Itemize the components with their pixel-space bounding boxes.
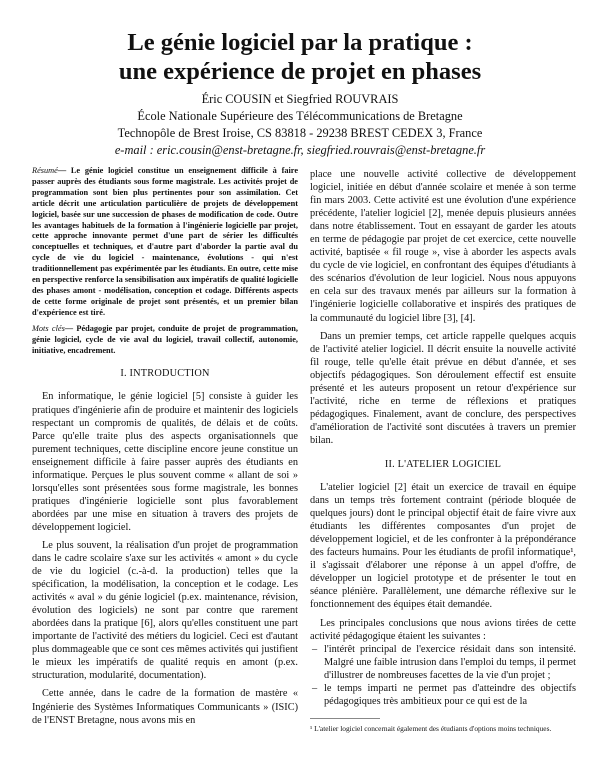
conclusions-list — [310, 643, 576, 708]
abstract-label: Résumé — [32, 166, 58, 175]
right-column — [310, 168, 576, 708]
email: e-mail : eric.cousin@enst-bretagne.fr, siegfried.rouvrais@enst-bretagne.fr — [114, 143, 486, 157]
author-names: Éric COUSIN et Siegfried ROUVRAIS — [201, 92, 399, 106]
abstract — [32, 166, 298, 319]
paragraph: Cette année, dans le cadre de la formation de mastère « Ingénierie des Systèmes Informatiques Communicants » (ISIC) de l'ENST Bretagne, nous avons mis en — [32, 688, 298, 726]
left-column — [32, 166, 298, 727]
section-heading-introduction: I. INTRODUCTION — [120, 368, 210, 380]
abstract-text: — Le génie logiciel constitue un enseignement difficile à faire passer auprès des étudiants sous forme magistrale. Les activités projet de programmation sont bien plus pertinentes pour son assimilation. Cet article décrit une articulation particulière de projets de développement logiciel, basée sur une succession de phases de modification de code. Outre les avantages habituels de la formation à l'ingénierie logicielle par projet, cette approche innovante permet d'une part de sérier les difficultés conceptuelles et techniques, et d'autre part d'aborder la partie aval du cycle de vie du logiciel - maintenance, évolutions - qui n'est traditionnellement pas expérimentée par les étudiants. En outre, cette mise en perspective renforce la sensibilisation aux impératifs de qualité logicielle des phases amont - modélisation, conception et codage. Différents aspects de cette forme originale de projet sont présentés, et un premier bilan d'expérience est tiré. — [32, 166, 298, 317]
keywords — [32, 324, 298, 357]
keywords-text: — Pédagogie par projet, conduite de projet de programmation, génie logiciel, cycle de vie aval du logiciel, travail collectif, autonomie, initiative, encadrement. — [32, 323, 298, 355]
paragraph: Le plus souvent, la réalisation d'un projet de programmation dans le cadre scolaire s'axe sur les activités « amont » du cycle de vie du logiciel (c.-à-d. la production) telles que la spécification, la modélisation, la conception et le codage. Les activités « aval » du génie logiciel (p.ex. maintenance, révision, évolution des logiciels) ne sont par contre que rarement abordées dans la pratique [6], alors qu'elles constituent une part importante de l'activité des métiers du logiciel. Ceci est d'autant plus dommageable que ce sont ces mêmes activités qui justifient le mieux les impératifs de qualité requis en amont (p.ex. structuration, modularité, documentation). — [32, 539, 298, 682]
paragraph: En informatique, le génie logiciel [5] consiste à guider les pratiques d'ingénierie afin de produire et maintenir des logiciels respectant un compromis de qualités, de délais et de coûts. Parce qu'elle traite plus des aspects organisationnels que purement techniques, cette discipline encore jeune constitue un enseignement difficile à faire passer auprès des étudiants en informatique. Perçues le plus souvent comme « allant de soi » lorsqu'elles sont présentées sous forme magistrale, les bonnes pratiques d'ingénierie logicielle sont plus favorablement abordées par une mise en situation à travers des projets de développement logiciel. — [32, 391, 298, 533]
section-heading-atelier: II. L'ATELIER LOGICIEL — [384, 458, 502, 470]
paragraph: Dans un premier temps, cet article rappelle quelques acquis de l'activité atelier logiciel. Il décrit ensuite la nouvelle activité fil rouge, telle qu'elle était prévue en début d'année, et ses objectifs pédagogiques. Son déroulement effectif est ensuite présenté et les auteurs proposent un retour d'expérience sur l'activité, riche en terme de réflexions et pratiques pédagogiques. Finalement, avant de conclure, des perspectives d'amélioration de l'activité sont discutées à travers un premier bilan. — [310, 330, 576, 446]
keywords-label: Mots clés — [32, 323, 65, 333]
title-line-2: une expérience de projet en phases — [118, 58, 482, 85]
footnote: ¹ L'atelier logiciel concernait également des étudiants d'options moins techniques. — [310, 724, 552, 733]
list-item: – le temps imparti ne permet pas d'atteindre des objectifs pédagogiques très ambitieux pour ce qui est de la — [310, 682, 576, 708]
affiliation: École Nationale Supérieure des Télécommunications de Bretagne — [137, 109, 463, 123]
paper-title — [0, 28, 600, 86]
paragraph: place une nouvelle activité collective de développement logiciel, initiée en début d'année scolaire et menée à son terme fin mars 2003. Cette activité est une évolution d'une expérience précédente, l'atelier logiciel [2], menée depuis plusieurs années dans notre établissement. Tout en essayant de garder les atouts en terme de pédagogie par projet de cet exercice, cette nouvelle activité, baptisée « fil rouge », vise à aborder les aspects avals du cycle de vie logiciel, en confrontant des équipes d'étudiants à des scénarios d'évolution de leur logiciel. Nous nous appuyons en cela sur des travaux menés par ailleurs sur la formation à l'ingénierie logicielle collaborative et inspirés des pratiques de la communauté du logiciel libre [3], [4]. — [310, 169, 576, 324]
list-item: – l'intérêt principal de l'exercice résidait dans son intensité. Malgré une faible intrusion dans l'emploi du temps, il permet d'illustrer de nombreuses facettes de la vie d'un projet ; — [310, 643, 576, 682]
footnote-rule — [310, 718, 380, 719]
paragraph: L'atelier logiciel [2] était un exercice de travail en équipe dans un temps très fortement contraint (période bloquée de quelques jours) dont le principal objectif était de faire vivre aux étudiants les différentes composantes d'un projet de développement logiciel, et de les confronter à la prépondérance des facteurs humains. Pour les étudiants de profil informatique¹, il s'agissait d'élaborer une réponse à un appel d'offre, de développer un logiciel prototype et de présenter le tout en séance plénière. Parallèlement, une démarche réflexive sur le fonctionnement des équipes était demandée. — [310, 482, 576, 611]
author-block — [0, 91, 600, 159]
title-line-1: Le génie logiciel par la pratique : — [127, 29, 473, 56]
paragraph: Les principales conclusions que nous avions tirées de cette activité pédagogique étaient les suivantes : — [310, 617, 576, 642]
address: Technopôle de Brest Iroise, CS 83818 - 29238 BREST CEDEX 3, France — [117, 126, 483, 140]
